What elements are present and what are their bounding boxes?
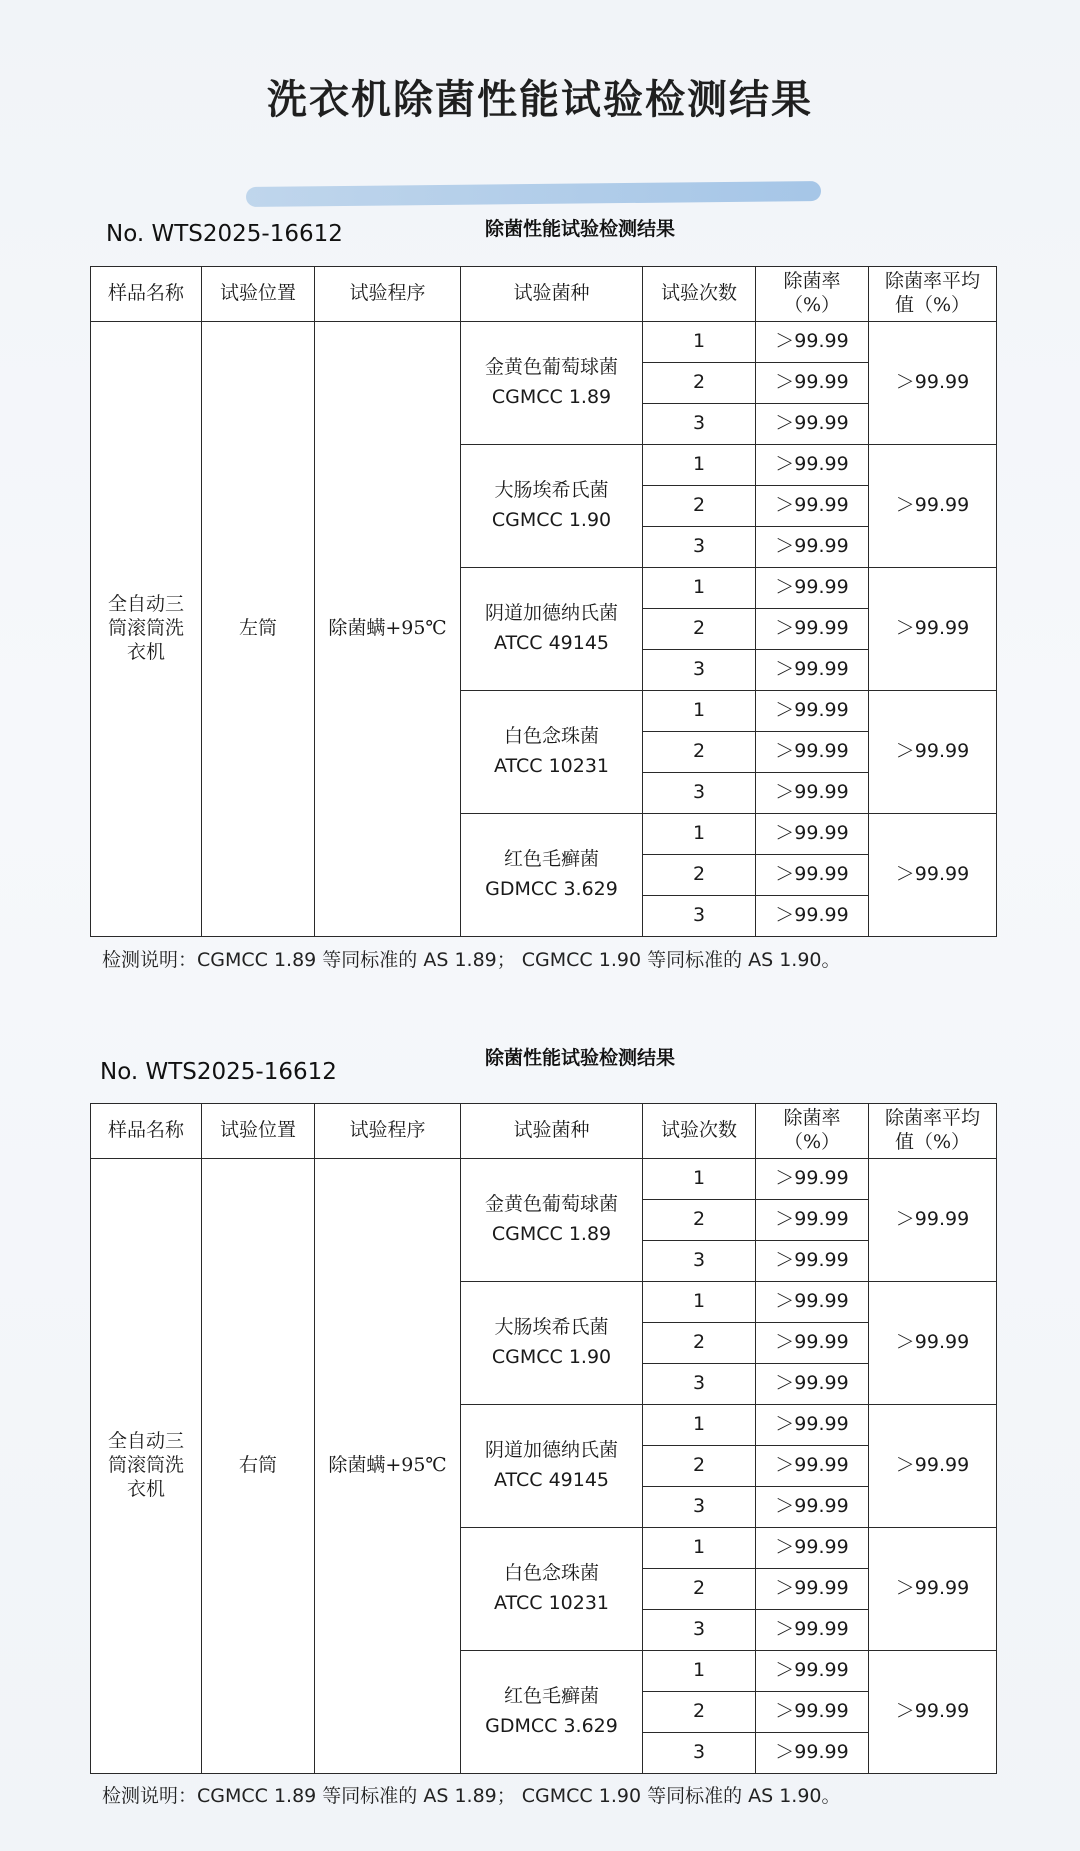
- removal-rate: ＞99.99: [756, 1528, 869, 1569]
- table-header-row: [91, 267, 997, 322]
- average-rate: ＞99.99: [869, 691, 997, 814]
- average-rate: ＞99.99: [869, 1159, 997, 1282]
- average-rate: ＞99.99: [869, 1528, 997, 1651]
- run-number: 3: [643, 527, 756, 568]
- average-rate: ＞99.99: [869, 1282, 997, 1405]
- strain-cell: [461, 814, 643, 937]
- removal-rate: ＞99.99: [756, 1733, 869, 1774]
- run-number: 3: [643, 1241, 756, 1282]
- strain-name: 阴道加德纳氏菌: [484, 1439, 618, 1462]
- test-note: 检测说明：CGMCC 1.89 等同标准的 AS 1.89； CGMCC 1.90 等同标准的 AS 1.90。: [102, 1785, 841, 1807]
- removal-rate: ＞99.99: [756, 363, 869, 404]
- run-number: 2: [643, 1569, 756, 1610]
- header-rate: [756, 267, 869, 322]
- average-rate: ＞99.99: [869, 322, 997, 445]
- strain-name: 红色毛癣菌: [503, 848, 599, 871]
- average-rate: ＞99.99: [869, 814, 997, 937]
- strain-cell: [461, 1159, 643, 1282]
- removal-rate: ＞99.99: [756, 650, 869, 691]
- header-program: 试验程序: [315, 1104, 461, 1159]
- strain-name: 红色毛癣菌: [503, 1685, 599, 1708]
- run-number: 2: [643, 1323, 756, 1364]
- page-title: 洗衣机除菌性能试验检测结果: [267, 77, 813, 123]
- header-strain: 试验菌种: [461, 1104, 643, 1159]
- strain-cell: [461, 1282, 643, 1405]
- sample-name: 全自动三筒滚筒洗衣机: [107, 1430, 184, 1500]
- strain-cell: [461, 1651, 643, 1774]
- run-number: 2: [643, 1692, 756, 1733]
- header-position: 试验位置: [202, 1104, 315, 1159]
- strain-code: ATCC 49145: [493, 632, 610, 654]
- removal-rate: ＞99.99: [756, 1487, 869, 1528]
- removal-rate: ＞99.99: [756, 1282, 869, 1323]
- strain-name: 金黄色葡萄球菌: [484, 356, 618, 379]
- strain-cell: [461, 568, 643, 691]
- table-row: [91, 1159, 997, 1200]
- sample-name: 全自动三筒滚筒洗衣机: [107, 593, 184, 663]
- removal-rate: ＞99.99: [756, 568, 869, 609]
- run-number: 2: [643, 486, 756, 527]
- strain-code: ATCC 10231: [493, 755, 610, 777]
- removal-rate: ＞99.99: [756, 691, 869, 732]
- report-number: No. WTS2025-16612: [100, 1059, 337, 1085]
- run-number: 2: [643, 609, 756, 650]
- run-number: 1: [643, 445, 756, 486]
- strain-code: CGMCC 1.90: [491, 509, 612, 531]
- run-number: 3: [643, 1364, 756, 1405]
- removal-rate: ＞99.99: [756, 1651, 869, 1692]
- run-number: 1: [643, 1282, 756, 1323]
- header-rate: [756, 1104, 869, 1159]
- table-title: 除菌性能试验检测结果: [484, 218, 675, 240]
- strain-name: 阴道加德纳氏菌: [484, 602, 618, 625]
- header-rate-text: 除菌率（%）: [783, 1107, 841, 1153]
- removal-rate: ＞99.99: [756, 855, 869, 896]
- strain-code: ATCC 10231: [493, 1592, 610, 1614]
- average-rate: ＞99.99: [869, 568, 997, 691]
- strain-name: 大肠埃希氏菌: [494, 1316, 609, 1339]
- run-number: 3: [643, 650, 756, 691]
- run-number: 3: [643, 404, 756, 445]
- header-sample-name: 样品名称: [91, 267, 202, 322]
- run-number: 1: [643, 691, 756, 732]
- header-average-text: 除菌率平均值（%）: [884, 1107, 980, 1153]
- removal-rate: ＞99.99: [756, 322, 869, 363]
- run-number: 2: [643, 363, 756, 404]
- removal-rate: ＞99.99: [756, 1446, 869, 1487]
- removal-rate: ＞99.99: [756, 1692, 869, 1733]
- strain-name: 金黄色葡萄球菌: [484, 1193, 618, 1216]
- run-number: 1: [643, 1405, 756, 1446]
- strain-code: ATCC 49145: [493, 1469, 610, 1491]
- strain-name: 白色念珠菌: [503, 1562, 599, 1585]
- removal-rate: ＞99.99: [756, 896, 869, 937]
- strain-cell: [461, 1528, 643, 1651]
- header-average: [869, 1104, 997, 1159]
- header-strain: 试验菌种: [461, 267, 643, 322]
- average-rate: ＞99.99: [869, 1651, 997, 1774]
- removal-rate: ＞99.99: [756, 814, 869, 855]
- run-number: 1: [643, 1651, 756, 1692]
- sample-name-cell: [91, 1159, 202, 1774]
- removal-rate: ＞99.99: [756, 1569, 869, 1610]
- removal-rate: ＞99.99: [756, 445, 869, 486]
- run-number: 1: [643, 1159, 756, 1200]
- removal-rate: ＞99.99: [756, 1159, 869, 1200]
- run-number: 1: [643, 322, 756, 363]
- program-cell: 除菌螨+95℃: [315, 322, 461, 937]
- strain-cell: [461, 691, 643, 814]
- strain-cell: [461, 322, 643, 445]
- removal-rate: ＞99.99: [756, 1241, 869, 1282]
- run-number: 3: [643, 1487, 756, 1528]
- strain-cell: [461, 445, 643, 568]
- run-number: 3: [643, 1733, 756, 1774]
- removal-rate: ＞99.99: [756, 1610, 869, 1651]
- strain-code: CGMCC 1.89: [491, 1223, 612, 1245]
- run-number: 1: [643, 568, 756, 609]
- removal-rate: ＞99.99: [756, 1364, 869, 1405]
- strain-code: GDMCC 3.629: [485, 878, 618, 900]
- table-title: 除菌性能试验检测结果: [484, 1047, 675, 1069]
- strain-code: GDMCC 3.629: [485, 1715, 618, 1737]
- strain-name: 大肠埃希氏菌: [494, 479, 609, 502]
- table-row: [91, 322, 997, 363]
- run-number: 3: [643, 773, 756, 814]
- result-table: [90, 266, 997, 937]
- run-number: 2: [643, 732, 756, 773]
- program-cell: 除菌螨+95℃: [315, 1159, 461, 1774]
- header-program: 试验程序: [315, 267, 461, 322]
- removal-rate: ＞99.99: [756, 732, 869, 773]
- header-average: [869, 267, 997, 322]
- strain-cell: [461, 1405, 643, 1528]
- test-note: 检测说明：CGMCC 1.89 等同标准的 AS 1.89； CGMCC 1.90 等同标准的 AS 1.90。: [102, 949, 841, 971]
- header-sample-name: 样品名称: [91, 1104, 202, 1159]
- run-number: 2: [643, 1200, 756, 1241]
- strain-code: CGMCC 1.90: [491, 1346, 612, 1368]
- run-number: 2: [643, 855, 756, 896]
- run-number: 1: [643, 1528, 756, 1569]
- sample-name-cell: [91, 322, 202, 937]
- position-cell: 左筒: [202, 322, 315, 937]
- removal-rate: ＞99.99: [756, 486, 869, 527]
- run-number: 3: [643, 896, 756, 937]
- removal-rate: ＞99.99: [756, 1405, 869, 1446]
- average-rate: ＞99.99: [869, 1405, 997, 1528]
- removal-rate: ＞99.99: [756, 1200, 869, 1241]
- header-run: 试验次数: [643, 267, 756, 322]
- removal-rate: ＞99.99: [756, 609, 869, 650]
- table-header-row: [91, 1104, 997, 1159]
- title-highlight: [246, 181, 821, 207]
- removal-rate: ＞99.99: [756, 404, 869, 445]
- header-rate-text: 除菌率（%）: [783, 270, 841, 316]
- run-number: 2: [643, 1446, 756, 1487]
- page-header: [0, 68, 1080, 125]
- average-rate: ＞99.99: [869, 445, 997, 568]
- removal-rate: ＞99.99: [756, 1323, 869, 1364]
- report-number: No. WTS2025-16612: [106, 221, 343, 247]
- header-run: 试验次数: [643, 1104, 756, 1159]
- header-position: 试验位置: [202, 267, 315, 322]
- run-number: 1: [643, 814, 756, 855]
- position-cell: 右筒: [202, 1159, 315, 1774]
- removal-rate: ＞99.99: [756, 773, 869, 814]
- strain-name: 白色念珠菌: [503, 725, 599, 748]
- removal-rate: ＞99.99: [756, 527, 869, 568]
- run-number: 3: [643, 1610, 756, 1651]
- result-table: [90, 1103, 997, 1774]
- strain-code: CGMCC 1.89: [491, 386, 612, 408]
- header-average-text: 除菌率平均值（%）: [884, 270, 980, 316]
